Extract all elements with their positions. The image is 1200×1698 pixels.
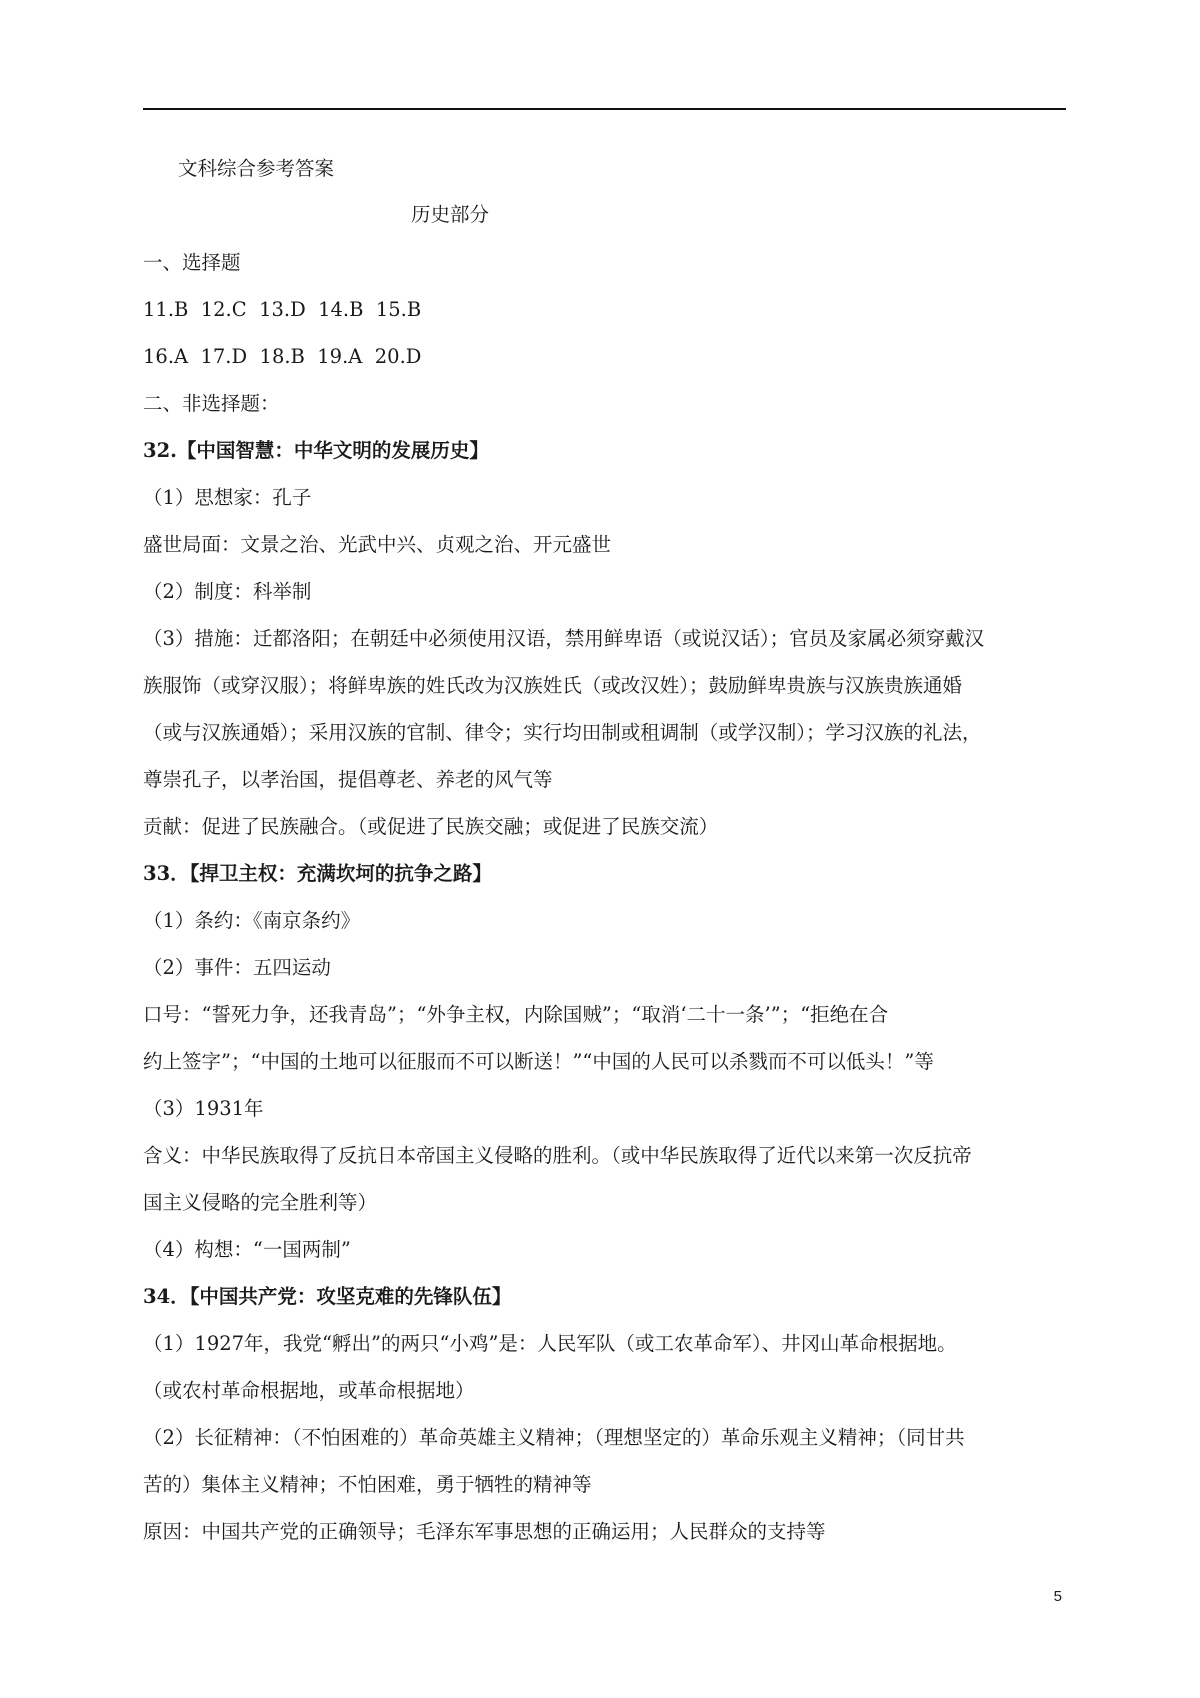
q32-line-6: （或与汉族通婚）；采用汉族的官制、律令；实行均田制或租调制（或学汉制）；学习汉族的礼法， — [143, 721, 982, 744]
header-rule — [143, 108, 1066, 110]
page-number: 5 — [1053, 1588, 1062, 1605]
q33-title: 33．【捍卫主权：充满坎坷的抗争之路】 — [143, 862, 492, 885]
q32-line-8: 贡献：促进了民族融合。（或促进了民族交融；或促进了民族交流） — [143, 815, 719, 838]
q32-line-4: （3）措施：迁都洛阳；在朝廷中必须使用汉语，禁用鲜卑语（或说汉话）；官员及家属必须穿戴汉 — [143, 627, 985, 650]
answers-row-1: 11.B 12.C 13.D 14.B 15.B — [143, 298, 422, 321]
doc-title: 文科综合参考答案 — [178, 157, 335, 180]
q33-line-4: 约上签字”；“中国的土地可以征服而不可以断送！”“中国的人民可以杀戮而不可以低头！”等 — [143, 1050, 934, 1073]
q34-line-2: （或农村革命根据地，或革命根据地） — [143, 1379, 475, 1402]
q34-line-1: （1）1927年，我党“孵出”的两只“小鸡”是：人民军队（或工农革命军）、井冈山革命根据地。 — [143, 1332, 957, 1355]
q32-line-3: （2）制度：科举制 — [143, 580, 312, 603]
q34-title: 34．【中国共产党：攻坚克难的先锋队伍】 — [143, 1285, 512, 1308]
answers-row-2: 16.A 17.D 18.B 19.A 20.D — [143, 345, 422, 368]
q32-line-5: 族服饰（或穿汉服）；将鲜卑族的姓氏改为汉族姓氏（或改汉姓）；鼓励鲜卑贵族与汉族贵族通婚 — [143, 674, 963, 697]
q33-line-6: 含义：中华民族取得了反抗日本帝国主义侵略的胜利。（或中华民族取得了近代以来第一次反抗帝 — [143, 1144, 972, 1167]
q33-line-7: 国主义侵略的完全胜利等） — [143, 1191, 378, 1214]
q33-line-5: （3）1931年 — [143, 1097, 264, 1120]
part1-heading: 一、选择题 — [143, 251, 241, 274]
q33-line-1: （1）条约：《南京条约》 — [143, 909, 361, 932]
section-title: 历史部分 — [411, 203, 490, 226]
q34-line-5: 原因：中国共产党的正确领导；毛泽东军事思想的正确运用；人民群众的支持等 — [143, 1520, 826, 1543]
q32-title: 32.【中国智慧：中华文明的发展历史】 — [143, 439, 489, 462]
q32-line-2: 盛世局面：文景之治、光武中兴、贞观之治、开元盛世 — [143, 533, 612, 556]
part2-heading: 二、非选择题： — [143, 392, 280, 415]
q32-line-1: （1）思想家：孔子 — [143, 486, 312, 509]
q33-line-2: （2）事件：五四运动 — [143, 956, 331, 979]
q34-line-3: （2）长征精神：（不怕困难的）革命英雄主义精神；（理想坚定的）革命乐观主义精神；（同甘共 — [143, 1426, 965, 1449]
q33-line-8: （4）构想：“一国两制” — [143, 1238, 351, 1261]
q33-line-3: 口号：“誓死力争，还我青岛”；“外争主权，内除国贼”；“取消‘二十一条’”；“拒绝在合 — [143, 1003, 889, 1026]
q34-line-4: 苦的）集体主义精神；不怕困难，勇于牺牲的精神等 — [143, 1473, 592, 1496]
q32-line-7: 尊崇孔子，以孝治国，提倡尊老、养老的风气等 — [143, 768, 553, 791]
